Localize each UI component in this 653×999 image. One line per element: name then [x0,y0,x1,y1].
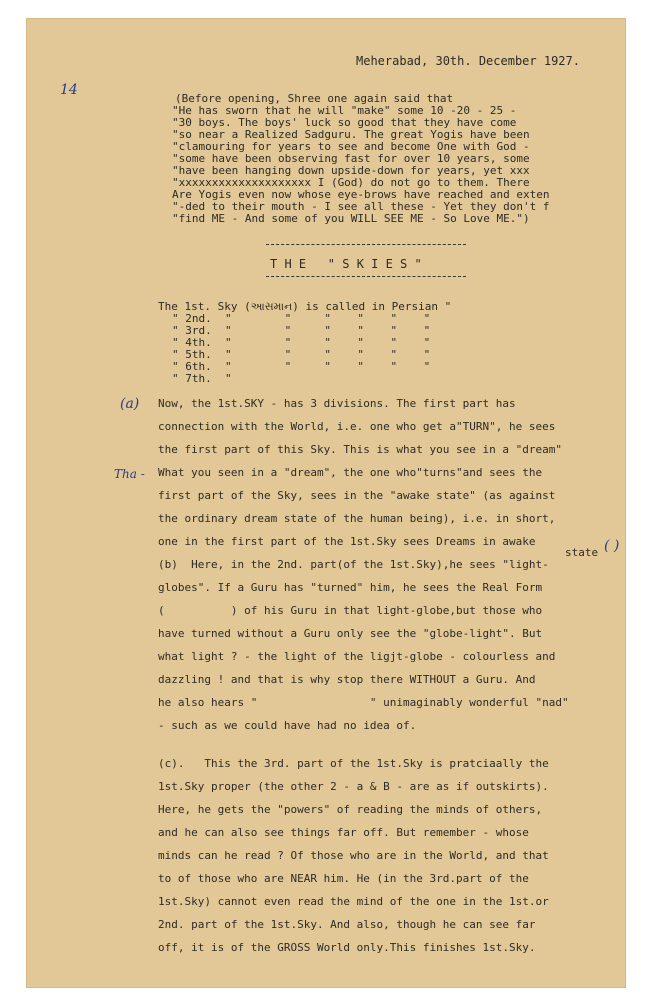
annotation-tha: Tha - [114,467,145,481]
sky-row: " 5th. " " " " " " [172,348,431,361]
quote-line: (Before opening, Shree one again said that [175,92,454,105]
body-line: 1st.Sky) cannot even read the mind of the one in the 1st.or [158,895,549,908]
body-line: what light ? - the light of the ligjt-globe - colourless and [158,650,556,663]
body-line: the first part of this Sky. This is what you see in a "dream" [158,443,562,456]
body-line: Now, the 1st.SKY - has 3 divisions. The first part has [158,397,516,410]
section-title: T H E " S K I E S " [270,257,422,271]
body-line: have turned without a Guru only see the "globe-light". But [158,627,543,640]
quote-line: "have been hanging down upside-down for years, yet xxx [172,164,530,177]
state-word: state [565,546,599,559]
body-line: (b) Here, in the 2nd. part(of the 1st.Sky),he sees "light- [158,558,549,571]
annotation-a: (a) [120,396,140,412]
quote-line: "so near a Realized Sadguru. The great Yogis have been [172,128,530,141]
body-line: What you seen in a "dream", the one who"turns"and sees the [158,466,543,479]
sky-row: " 4th. " " " " " " [172,336,431,349]
body-line: one in the first part of the 1st.Sky sees Dreams in awake [158,535,536,548]
body-line: globes". If a Guru has "turned" him, he sees the Real Form [158,581,543,594]
body-line: ( ) of his Guru in that light-globe,but those who [158,604,543,617]
body-line: - such as we could have had no idea of. [158,719,417,732]
sky-row: " 7th. " [172,372,232,385]
quote-line: "He has sworn that he will "make" some 10 -20 - 25 - [172,104,517,117]
quote-line: "some have been observing fast for over 10 years, some [172,152,530,165]
body-line: connection with the World, i.e. one who get a"TURN", he sees [158,420,556,433]
annotation-paren: ( ) [604,538,620,554]
body-line: off, it is of the GROSS World only.This finishes 1st.Sky. [158,941,536,954]
body-line: he also hears " " unimaginably wonderful "nad" [158,696,569,709]
quote-line: Are Yogis even now whose eye-brows have reached and exten [172,188,550,201]
body-line: first part of the Sky, sees in the "awake state" (as against [158,489,556,502]
quote-line: "clamouring for years to see and become One with God - [172,140,530,153]
quote-line: "find ME - And some of you WILL SEE ME - So Love ME.") [172,212,530,225]
margin-note: 14 [60,82,78,98]
body-line: and he can also see things far off. But remember - whose [158,826,529,839]
body-line: dazzling ! and that is why stop there WITHOUT a Guru. And [158,673,536,686]
body-line: 2nd. part of the 1st.Sky. And also, though he can see far [158,918,536,931]
body-line: (c). This the 3rd. part of the 1st.Sky is pratciaally the [158,757,549,770]
divider-bottom [266,276,466,277]
quote-line: "xxxxxxxxxxxxxxxxxxxx I (God) do not go to them. There [172,176,530,189]
sky-row: " 2nd. " " " " " " [172,312,431,325]
body-line: minds can he read ? Of those who are in the World, and that [158,849,549,862]
body-line: 1st.Sky proper (the other 2 - a & B - are as if outskirts). [158,780,549,793]
date-line: Meherabad, 30th. December 1927. [356,54,580,68]
quote-line: "-ded to their mouth - I see all these - Yet they don't f [172,200,550,213]
sky-row: The 1st. Sky (આસમાન) is called in Persian " [158,300,452,313]
body-line: to of those who are NEAR him. He (in the 3rd.part of the [158,872,529,885]
quote-line: "30 boys. The boys' luck so good that they have come [172,116,517,129]
divider-top [266,244,466,245]
body-line: the ordinary dream state of the human being), i.e. in short, [158,512,556,525]
sky-row: " 3rd. " " " " " " [172,324,431,337]
sky-row: " 6th. " " " " " " [172,360,431,373]
body-line: Here, he gets the "powers" of reading the minds of others, [158,803,543,816]
